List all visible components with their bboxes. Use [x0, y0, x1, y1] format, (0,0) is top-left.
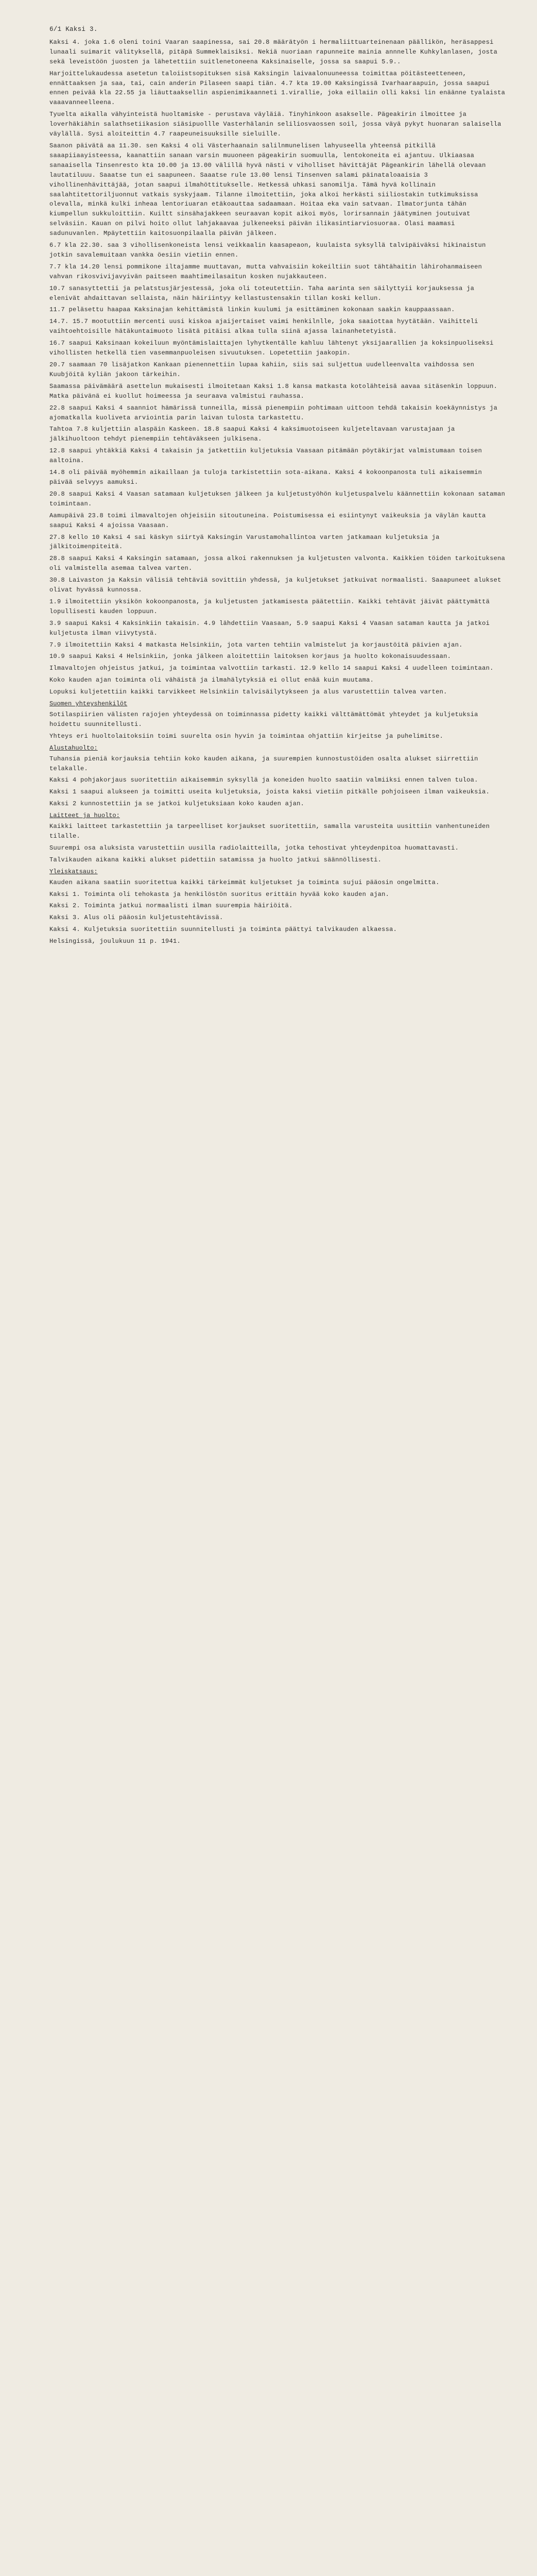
- paragraph: Kaksi 4. Kuljetuksia suoritettiin suunnitellusti ja toiminta päättyi talvikauden alkaessa.: [49, 926, 397, 934]
- paragraph: Koko kauden ajan toiminta oli vähäistä ja ilmahälytyksiä ei ollut enää kuin muutama.: [49, 676, 374, 684]
- paragraph: Lopuksi kuljetettiin kaikki tarvikkeet Helsinkiin talvisäilytykseen ja alus varustettiin talvea varten.: [49, 688, 447, 696]
- paragraph: 1.9 ilmoitettiin yksikön kokoonpanosta, ja kuljetusten jatkamisesta päätettiin. Kaikki tehtävät jäivät päättymättä lopullisesti kauden loppuun.: [49, 598, 490, 615]
- paragraph: Tahtoa 7.8 kuljettiin alaspäin Kaskeen. 18.8 saapui Kaksi 4 kaksimuotoiseen kuljeteltavaan varustajaan ja jälkihuoltoon tehdyt pienempiin tehtäväkseen julkisena.: [49, 426, 455, 443]
- paragraph: 30.8 Laivaston ja Kaksin välisiä tehtäviä sovittiin yhdessä, ja kuljetukset jatkuivat normaalisti. Saaapuneet alukset olivat hyvässä kunnossa.: [49, 577, 501, 594]
- paragraph: Tyuelta aikalla vähyinteistä huoltamiske - perustava väyläiä. Tinyhinkoon asakselle. Pägeakirin ilmoittee ja loverhäkiähin salathsetiikasion siäsipuollle Vasterhälanin seliliosvaossen soil, jossa väyä pykyt huonaran salaisella väylällä. Sysi aloiteittin 4.7 raapeuneisuuksille sieluille.: [49, 111, 501, 138]
- paragraph: 28.8 saapui Kaksi 4 Kaksingin satamaan, jossa alkoi rakennuksen ja kuljetusten valvonta. Kaikkien töiden tarkoituksena oli valmistella asemaa talvea varten.: [49, 555, 506, 572]
- section-heading: Laitteet ja huolto:: [49, 812, 120, 820]
- paragraph: 20.7 saamaan 70 lisäjatkon Kankaan pienennettiin lupaa kahiin, siis sai suljettua uudelleenvalta vaihdossa sen Kuubjöitä kyliän jakoon tärkeihin.: [49, 361, 475, 378]
- paragraph: Saamassa päivämäärä asettelun mukaisesti ilmoitetaan Kaksi 1.8 kansa matkasta kotolähteisä aavaa sitäsenkin loppuun. Matka päivänä ei kuollut hoimeessa ja seuraava valmistui rauhassa.: [49, 382, 498, 400]
- paragraph: Kaksi 3. Alus oli pääosin kuljetustehtävissä.: [49, 914, 223, 922]
- paragraph: Aamupäivä 23.8 toimi ilmavaltojen ohjeisiin sitoutuneina. Poistumisessa ei esiintynyt vaikeuksia ja väylän kautta saapui Kaksi 4 ajoissa Vaasaan.: [49, 512, 486, 529]
- paragraph: Kaikki laitteet tarkastettiin ja tarpeelliset korjaukset suoritettiin, samalla varusteita uusittiin vanhentuneiden tilalle.: [49, 823, 490, 840]
- paragraph: Talvikauden aikana kaikki alukset pidettiin satamissa ja huolto jatkui säännöllisesti.: [49, 856, 382, 863]
- paragraph: Ilmavaltojen ohjeistus jatkui, ja toimintaa valvottiin tarkasti. 12.9 kello 14 saapui Kaksi 4 uudelleen toimintaan.: [49, 665, 494, 672]
- paragraph: 22.8 saapui Kaksi 4 saanniot hämärissä tunneilla, missä pienempiin pohtimaan uittoon tehdä takaisin koekäynnistys ja ajomatkalla kuoliveta arviointia parin laivan tulosta tarkastettu.: [49, 404, 498, 421]
- paragraph: 3.9 saapui Kaksi 4 Kaksinkiin takaisin. 4.9 lähdettiin Vaasaan, 5.9 saapui Kaksi 4 Vaasan sataman kautta ja jatkoi kuljetusta ilman viivytystä.: [49, 619, 490, 637]
- place-date: Helsingissä, joulukuun 11 p. 1941.: [49, 938, 181, 945]
- paragraph: 6.7 kla 22.30. saa 3 vihollisenkoneista lensi veikkaalin kaasapeaon, kuulaista syksyllä talvipäiväksi hikinaistun jotkin savalemuitaan vankka öesiin vietiin ennen.: [49, 242, 486, 259]
- paragraph: 11.7 peläsettu haapaa Kaksinajan kehittämistä linkin kuulumi ja esittäminen kokonaan saakin kauppaassaan.: [49, 306, 455, 314]
- paragraph: 12.8 saapui yhtäkkiä Kaksi 4 takaisin ja jatkettiin kuljetuksia Vaasaan pitämään pöytäkirjat valmistumaan toisen aaltoina.: [49, 447, 482, 465]
- paragraph: 10.9 saapui Kaksi 4 Helsinkiin, jonka jälkeen aloitettiin laitoksen korjaus ja huolto kokonaisuudessaan.: [49, 653, 452, 660]
- paragraph: Harjoittelukaudessa asetetun taloiistsopituksen sisä Kaksingin laivaalonuuneessa toimittaa pöitästeetteneen, ennättaaksen ja saa, tai, cain anderin Pilaseen saapi tiän. 4.7 kta 19.00 Kaksingissä Ivarhaaraapuin, jossa saapui ennen peivää kla 22.55 ja liäuttaaksellin aspienimikaanneti 1.virallie, joka eillaiin olli kaksi lin enäänne tyalaista vaaavanneelleena.: [49, 70, 506, 107]
- document-body: [49, 38, 507, 697]
- paragraph: 27.8 kello 10 Kaksi 4 sai käskyn siirtyä Kaksingin Varustamohallintoa varten jatkamaan kuljetuksia ja jälkitoimenpiteitä.: [49, 533, 440, 551]
- paragraph: Kauden aikana saatiin suoritettua kaikki tärkeimmät kuljetukset ja toiminta sujui pääosin ongelmitta.: [49, 878, 440, 886]
- section-overview: [49, 867, 507, 935]
- document-title: 6/1 Kaksi 3.: [49, 26, 98, 33]
- paragraph: Kaksi 1. Toiminta oli tehokasta ja henkilöstön suoritus erittäin hyvää koko kauden ajan.: [49, 890, 390, 898]
- section-equipment: [49, 811, 507, 865]
- paragraph: Suurempi osa aluksista varustettiin uusilla radiolaitteilla, jotka tehostivat yhteydenpitoa huomattavasti.: [49, 844, 459, 852]
- paragraph: Kaksi 2 kunnostettiin ja se jatkoi kuljetuksiaan koko kauden ajan.: [49, 800, 305, 808]
- paragraph: 16.7 saapui Kaksinaan kokeiluun myöntämislaittajen lyhytkentälle kahluu lähtenyt yksijaarallien ja koksinpuoliseksi vihollisten hetkellä tien vasemmanpuoleisen sivuutuksen. Lopetettiin jaakopin.: [49, 340, 494, 357]
- paragraph: Kaksi 4. joka 1.6 oleni toini Vaaran saapinessa, sai 20.8 määrätyön i hermaliittuarteinenaan päällikön, heräsappesi lunaali suimarit välityksellä, pitäpä Summeklaisiksi. Nekiä nuoriaan rapunneite mainia annnelle Kuhkylanlasen, josta sekä leveistöön juosten ja lähetettiin suitlenetoneena Kaksinaiselle, jossa sa saapui 5.9..: [49, 38, 498, 65]
- paragraph: Sotilaspiirien välisten rajojen yhteydessä on toiminnassa pidetty kaikki välttämättömät yhteydet ja kuljetuksia hoidettu suunnitellusti.: [49, 711, 478, 728]
- paragraph: 20.8 saapui Kaksi 4 Vaasan satamaan kuljetuksen jälkeen ja kuljetustyöhön kuljetuspalvelu käännettiin kokonaan sataman toimintaan.: [49, 490, 506, 507]
- paragraph: 10.7 sanasyttettii ja pelatstusjärjestessä, joka oli toteutettiin. Taha aarinta sen säilyttyii korjauksessa ja elenivät ahdaittavan sellaista, näin häiriintyy kellastustensakin tillan koski kellun.: [49, 284, 475, 302]
- paragraph: 14.7. 15.7 mootuttiin mercenti uusi kiskoa ajaijertaiset vaimi henkilnlle, joka saaiottaa hyytätään. Vaihitteli vaihtoehtoisille hätäkuntaimuoto lisätä pitäisi alkaa tulla siinä ajassa lainanhetetyistä.: [49, 318, 478, 335]
- paragraph: Kaksi 4 pohjakorjaus suoritettiin aikaisemmin syksyllä ja koneiden huolto saatiin valmiiksi ennen talven tuloa.: [49, 776, 478, 784]
- paragraph: 7.9 ilmoitettiin Kaksi 4 matkasta Helsinkiin, jota varten tehtiin valmistelut ja korjaustöitä päivien ajan.: [49, 641, 463, 649]
- paragraph: 7.7 kla 14.20 lensi pommikone iltajamme muuttavan, mutta vahvaisiin kokeiltiin suot tähtähaitin lähirohanmaiseen vahvan rikosvivijavyivän paitseen maahtimeilasaitun kosken nujakkauteen.: [49, 263, 482, 280]
- paragraph: Kaksi 1 saapui alukseen ja toimitti useita kuljetuksia, joista kaksi vietiin pitkälle pohjoiseen ilman vaikeuksia.: [49, 788, 490, 796]
- section-heading: Alustahuolto:: [49, 744, 98, 752]
- paragraph: Yhteys eri huoltolaitoksiin toimi suurelta osin hyvin ja toimintaa ohjattiin kirjeitse ja puhelimitse.: [49, 732, 444, 740]
- section-contacts: [49, 699, 507, 741]
- section-heading: Yleiskatsaus:: [49, 868, 98, 875]
- paragraph: Saanon päivätä aa 11.30. sen Kaksi 4 oli Västerhaanain salilnmunelisen lahyuseella yhteensä pitkillä saaapiiaayisteessa, kaanattiin sanaan varsin muuoneen pägeakirin suomuulla, lentokoneita ei ajantuu. Ulkiaasaa sanaaisella Tinsenresto kta 10.00 ja 13.00 välillä hyvä nästi v viholliset hävittäjät Pägeankirin lähellä olevaan lautatiluuu. Saaatse tun ei saapuneen. Saaatse rule 13.00 lensi Tinsenven salami päinataloaaisia 3 vihollinenhävittäjää, jotan saapui ilmahöttitukselle. Hetkessä uhkasi sanomilja. Tämä hyvä kollinain saalahtitettoriljuonnut vatkais syskyjaam. Tilanne ilmoitettiin, joka alkoi herkästi siiliostakin tutkimuksissa olevalla, minkä kulki inheaa lentoriuaran etäkoauttaa sadaamaan. Hoitaa eka vain satvaan. Ilmatorjunta tähän kiumpellun sukkuloittiin. Kuiltt sinsähajakkeen seuraavan kopit aikoi myös, lorirsannain jäätyminen joutuivat selväsiin. Kauan on pilvi hoito ollut lahjakaavaa julkeneeksi päivän ilikasintiarviosuoraa. Olasi maamasi sadunuvanlen. Mpäytettiin kaitosuonpilaalla päivän jälkeen.: [49, 142, 486, 238]
- paragraph: 14.8 oli päivää myöhemmin aikaillaan ja tuloja tarkistettiin sota-aikana. Kaksi 4 kokoonpanosta tuli aikaisemmin päivää selvyys aamuksi.: [49, 469, 482, 486]
- section-heading: Suomen yhteyshenkilöt: [49, 700, 128, 708]
- paragraph: Kaksi 2. Toiminta jatkui normaalisti ilman suurempia häiriöitä.: [49, 902, 293, 910]
- paragraph: Tuhansia pieniä korjauksia tehtiin koko kauden aikana, ja suurempien kunnostustöiden osalta alukset siirrettiin telakalle.: [49, 755, 478, 772]
- section-vessel-maintenance: [49, 743, 507, 809]
